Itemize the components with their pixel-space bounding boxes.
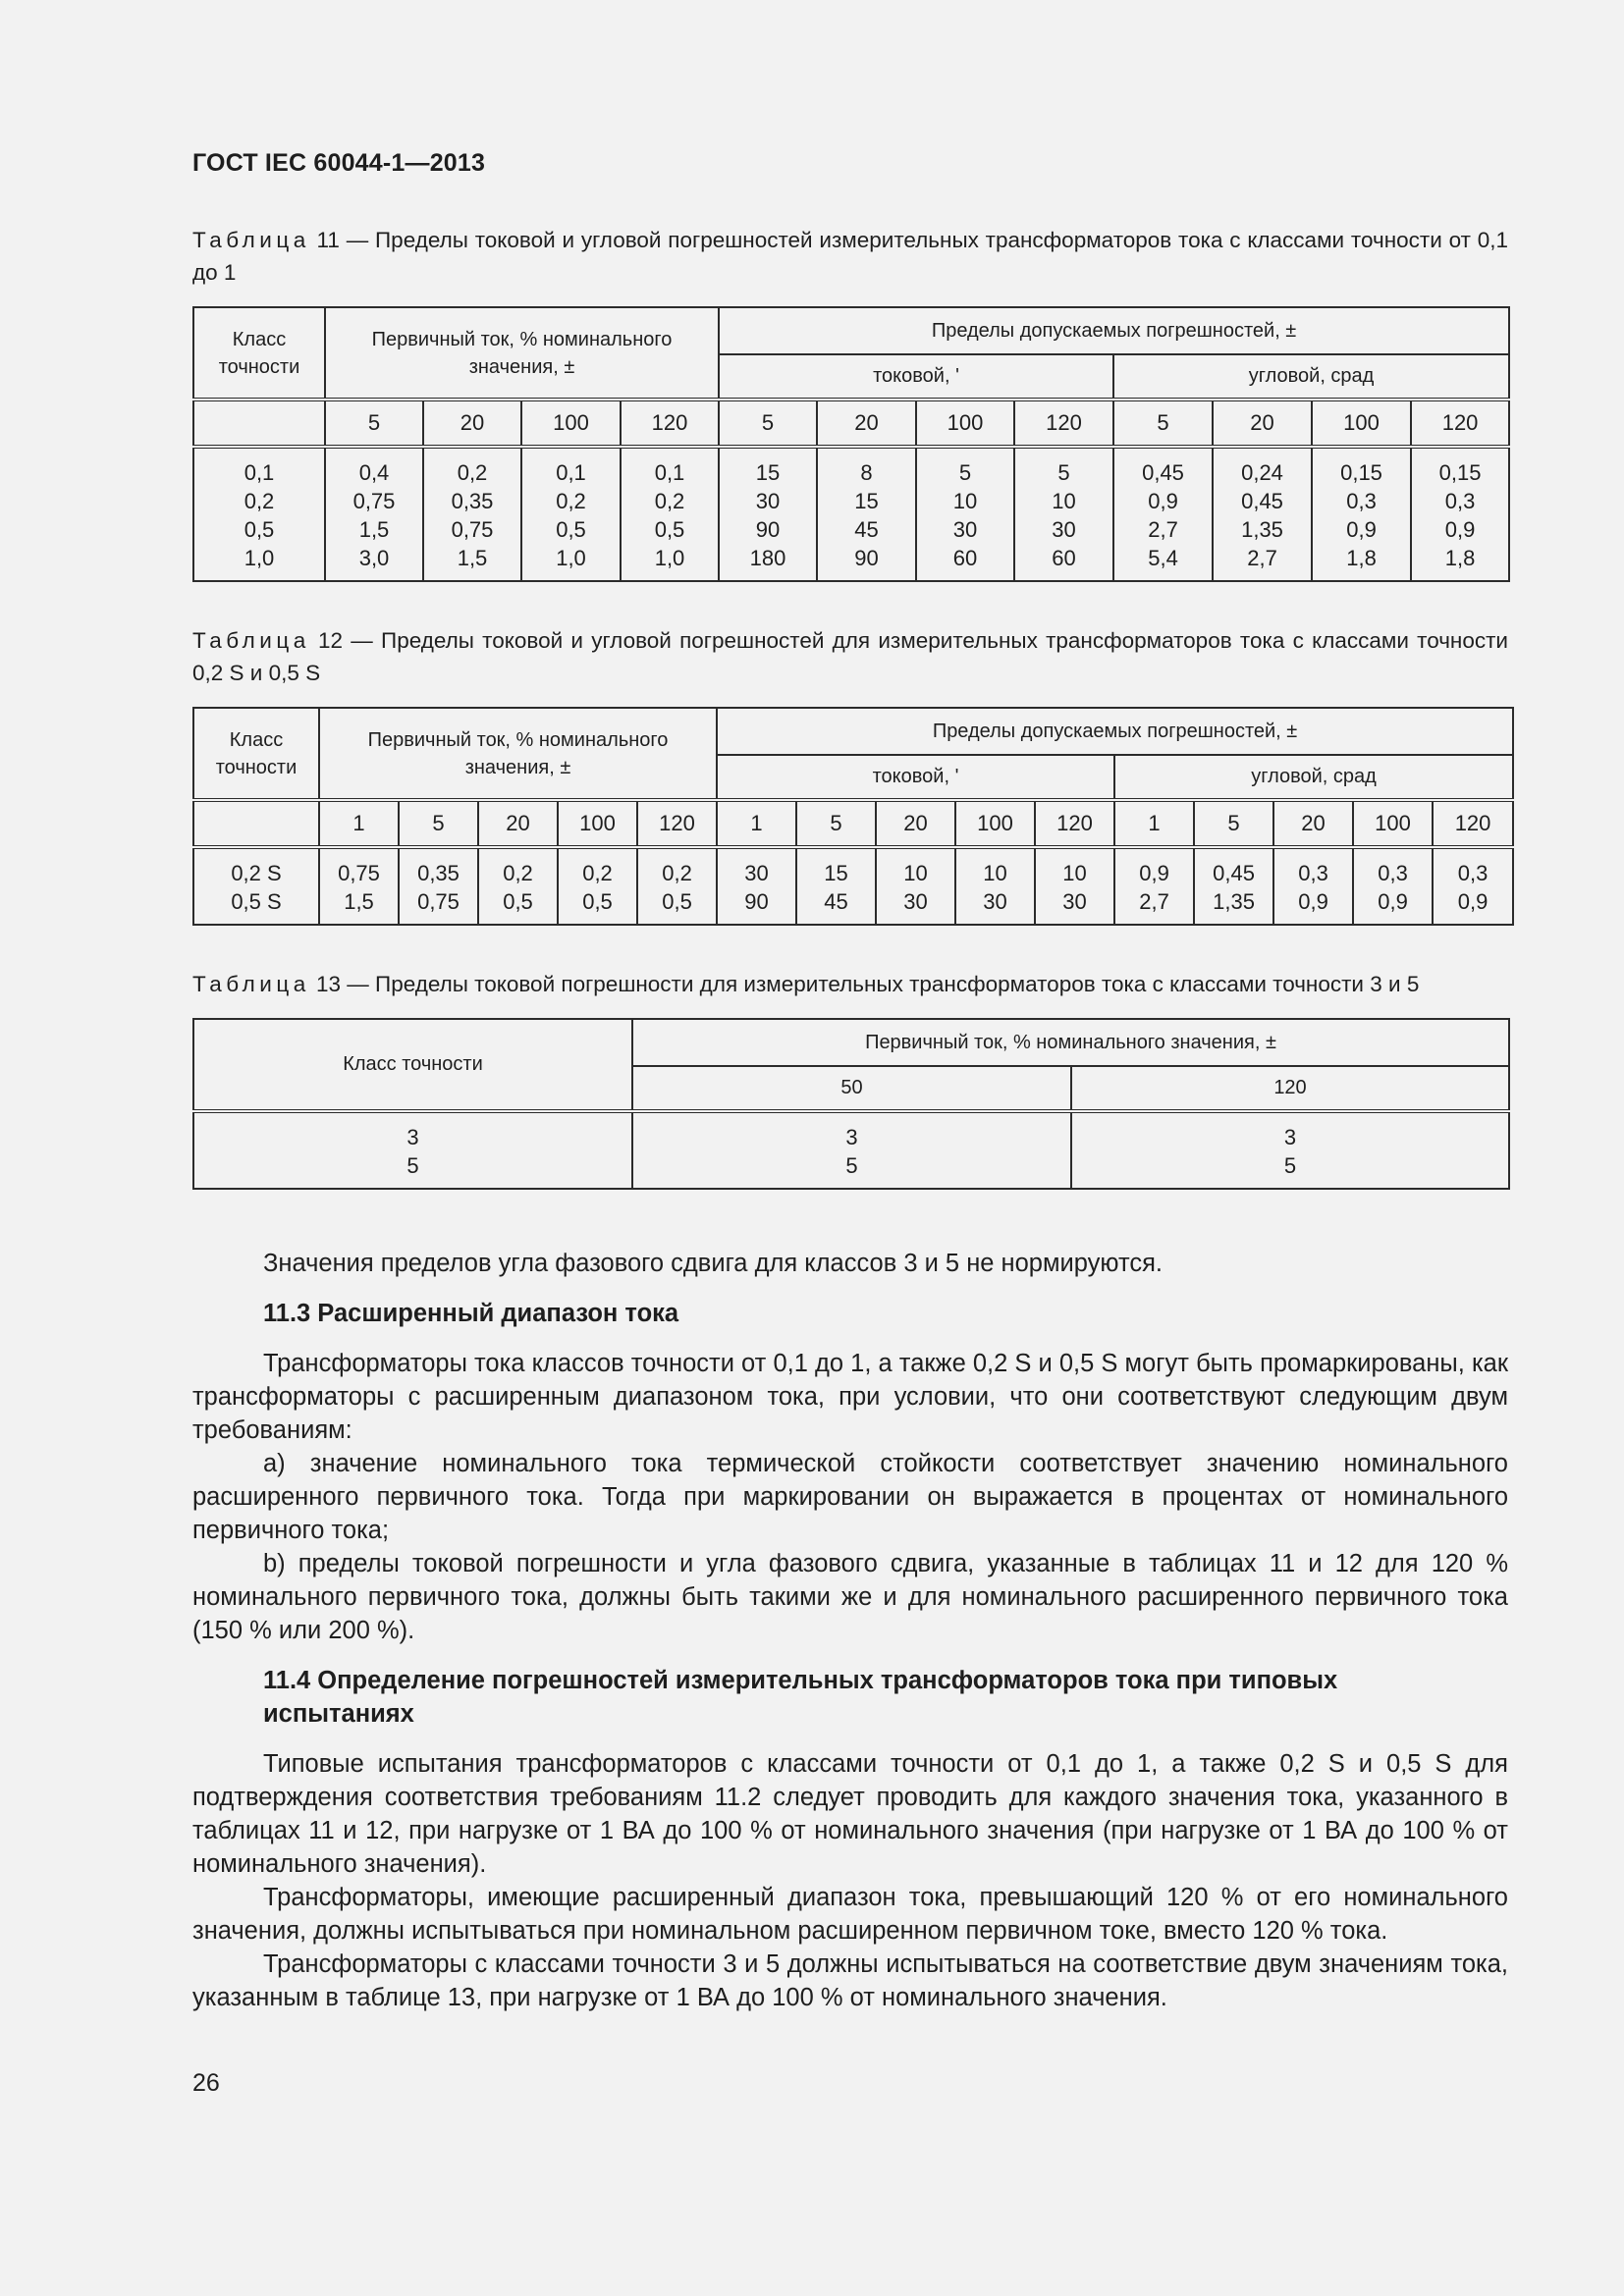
table-caption-text: 11 — Пределы токовой и угловой погрешностей измерительных трансформаторов тока с классами точности от 0,1 до 1 (192, 228, 1508, 285)
subheader-cell: 20 (478, 800, 558, 847)
paragraph: Типовые испытания трансформаторов с классами точности от 0,1 до 1, а также 0,2 S и 0,5 S для подтверждения соответствия требованиям 11.2 следует проводить для каждого значения тока, указанного в таблицах 11 и 12, при нагрузке от 1 ВА до 100 % от номинального значения (при нагрузке от 1 ВА до 100 % от номинального значения). (192, 1750, 1508, 1878)
table-caption-text: 13 — Пределы токовой погрешности для измерительных трансформаторов тока с классами точности 3 и 5 (316, 972, 1420, 996)
data-cell: 0,3 0,9 (1433, 847, 1513, 925)
subheader-cell: 5 (325, 400, 423, 447)
table-11 (192, 306, 1510, 582)
data-cell: 0,2 0,5 (558, 847, 637, 925)
header-class: Класс точности (193, 307, 325, 400)
subheader-cell: 100 (558, 800, 637, 847)
data-cell: 8 15 45 90 (817, 447, 916, 581)
table-13-block (192, 968, 1508, 1190)
subheader-cell: 20 (1273, 800, 1353, 847)
header-angle-error: угловой, срад (1114, 755, 1513, 800)
data-cell: 0,1 0,2 0,5 1,0 (521, 447, 621, 581)
subheader-cell: 5 (719, 400, 817, 447)
data-cell: 0,15 0,3 0,9 1,8 (1312, 447, 1411, 581)
header-limits: Пределы допускаемых погрешностей, ± (717, 708, 1513, 755)
data-cell: 0,15 0,3 0,9 1,8 (1411, 447, 1509, 581)
subheader-cell: 100 (1353, 800, 1433, 847)
subheader-cell: 5 (399, 800, 478, 847)
table-13 (192, 1018, 1510, 1190)
subheader-cell: 20 (876, 800, 955, 847)
subheader-cell: 120 (1433, 800, 1513, 847)
data-cell: 0,24 0,45 1,35 2,7 (1213, 447, 1312, 581)
paragraph: b) пределы токовой погрешности и угла фазового сдвига, указанные в таблицах 11 и 12 для 120 % номинального первичного тока, должны быть такими же и для номинального расширенного первичного тока (150 % или 200 %). (192, 1550, 1508, 1644)
data-cell: 0,35 0,75 (399, 847, 478, 925)
subheader-cell: 5 (1113, 400, 1213, 447)
subheader-cell: 5 (796, 800, 876, 847)
subheader-cell: 120 (1071, 1066, 1509, 1111)
header-class: Класс точности (193, 1019, 632, 1111)
table-12 (192, 707, 1514, 926)
subheader-cell: 100 (955, 800, 1035, 847)
data-cell: 0,3 0,9 (1273, 847, 1353, 925)
data-cell: 15 45 (796, 847, 876, 925)
data-cell: 0,45 0,9 2,7 5,4 (1113, 447, 1213, 581)
header-angle-error: угловой, срад (1113, 354, 1509, 400)
data-cell: 0,4 0,75 1,5 3,0 (325, 447, 423, 581)
table-11-block (192, 224, 1508, 582)
subheader-cell: 120 (1014, 400, 1113, 447)
data-cell: 0,2 0,5 (637, 847, 717, 925)
data-cell: 5 10 30 60 (1014, 447, 1113, 581)
data-cell: 10 30 (1035, 847, 1114, 925)
body-text (192, 1247, 1508, 2014)
header-class: Класс точности (193, 708, 319, 800)
subheader-cell: 100 (1312, 400, 1411, 447)
data-cell: 10 30 (876, 847, 955, 925)
section-heading-11-4: 11.4 Определение погрешностей измерительных трансформаторов тока при типовых испытаниях (263, 1667, 1338, 1728)
data-cell-class: 3 5 (193, 1111, 632, 1189)
table-13-caption (192, 968, 1508, 1000)
table-caption-text: 12 — Пределы токовой и угловой погрешностей для измерительных трансформаторов тока с классами точности 0,2 S и 0,5 S (192, 628, 1508, 685)
section-heading-11-3: 11.3 Расширенный диапазон тока (263, 1300, 679, 1327)
data-cell: 3 5 (1071, 1111, 1509, 1189)
subheader-cell: 50 (632, 1066, 1071, 1111)
data-cell: 0,9 2,7 (1114, 847, 1194, 925)
table-caption-label: Таблица (192, 228, 310, 252)
page-number: 26 (192, 2069, 220, 2097)
subheader-cell: 1 (1114, 800, 1194, 847)
data-cell: 5 10 30 60 (916, 447, 1014, 581)
subheader-empty (193, 800, 319, 847)
paragraph: Трансформаторы с классами точности 3 и 5 должны испытываться на соответствие двум значениям тока, указанным в таблице 13, при нагрузке от 1 ВА до 100 % от номинального значения. (192, 1950, 1508, 2011)
data-cell: 0,45 1,35 (1194, 847, 1273, 925)
paragraph: Трансформаторы тока классов точности от 0,1 до 1, а также 0,2 S и 0,5 S могут быть промаркированы, как трансформаторы с расширенным диапазоном тока, при условии, что они соответствуют следующим двум требованиям: (192, 1350, 1508, 1444)
data-cell: 3 5 (632, 1111, 1071, 1189)
paragraph: a) значение номинального тока термической стойкости соответствует значению номинального расширенного первичного тока. Тогда при маркировании он выражается в процентах от номинального первичного тока; (192, 1450, 1508, 1544)
subheader-cell: 5 (1194, 800, 1273, 847)
data-cell: 10 30 (955, 847, 1035, 925)
data-cell: 30 90 (717, 847, 796, 925)
paragraph: Значения пределов угла фазового сдвига для классов 3 и 5 не нормируются. (263, 1250, 1164, 1277)
subheader-cell: 120 (1411, 400, 1509, 447)
data-cell-class: 0,2 S 0,5 S (193, 847, 319, 925)
subheader-cell: 100 (521, 400, 621, 447)
header-current-error: токовой, ' (719, 354, 1113, 400)
subheader-cell: 20 (1213, 400, 1312, 447)
table-12-caption (192, 624, 1508, 689)
subheader-cell: 120 (1035, 800, 1114, 847)
table-caption-label: Таблица (192, 628, 310, 653)
document-header: ГОСТ IEC 60044-1—2013 (192, 149, 486, 177)
table-11-caption (192, 224, 1508, 289)
header-primary-current: Первичный ток, % номинального значения, ± (319, 708, 717, 800)
data-cell: 15 30 90 180 (719, 447, 817, 581)
data-cell: 0,2 0,35 0,75 1,5 (423, 447, 521, 581)
subheader-cell: 120 (637, 800, 717, 847)
data-cell: 0,75 1,5 (319, 847, 399, 925)
data-cell: 0,2 0,5 (478, 847, 558, 925)
header-primary-current: Первичный ток, % номинального значения, ± (325, 307, 719, 400)
header-current-error: токовой, ' (717, 755, 1114, 800)
data-cell: 0,1 0,2 0,5 1,0 (621, 447, 719, 581)
data-cell: 0,3 0,9 (1353, 847, 1433, 925)
table-caption-label: Таблица (192, 972, 310, 996)
subheader-cell: 20 (817, 400, 916, 447)
document-page (192, 137, 1508, 2011)
header-limits: Пределы допускаемых погрешностей, ± (719, 307, 1509, 354)
subheader-cell: 1 (717, 800, 796, 847)
subheader-cell: 120 (621, 400, 719, 447)
subheader-cell: 100 (916, 400, 1014, 447)
table-12-block (192, 624, 1508, 926)
subheader-cell: 1 (319, 800, 399, 847)
header-primary-current: Первичный ток, % номинального значения, ± (632, 1019, 1509, 1066)
data-cell-class: 0,1 0,2 0,5 1,0 (193, 447, 325, 581)
paragraph: Трансформаторы, имеющие расширенный диапазон тока, превышающий 120 % от его номинального значения, должны испытываться при номинальном расширенном первичном токе, вместо 120 % тока. (192, 1884, 1508, 1945)
subheader-empty (193, 400, 325, 447)
subheader-cell: 20 (423, 400, 521, 447)
